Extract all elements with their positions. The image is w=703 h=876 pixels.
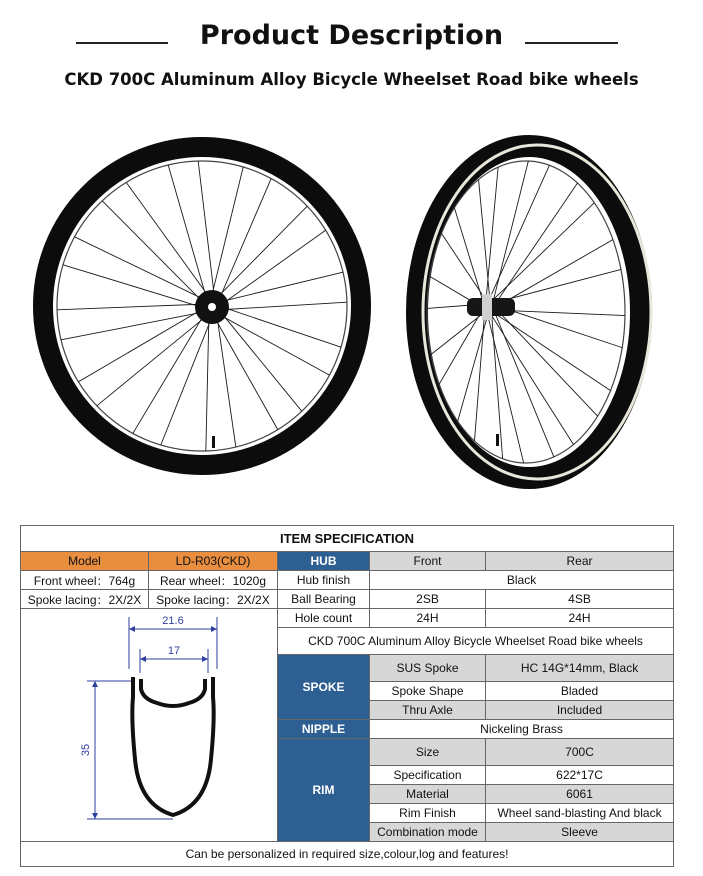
rim-size-label: Size (370, 739, 486, 766)
rear-wheel-weight: Rear wheel：1020g (149, 571, 278, 590)
front-wheel-weight: Front wheel：764g (21, 571, 149, 590)
rim-profile-diagram (23, 609, 278, 841)
rim-outer-width: 21.6 (162, 615, 184, 627)
hub-finish-label: Hub finish (278, 571, 370, 590)
combination-mode-label: Combination mode (370, 823, 486, 842)
product-name: CKD 700C Aluminum Alloy Bicycle Wheelset Road bike wheels (278, 628, 674, 655)
rim-depth: 35 (80, 743, 92, 757)
rim-profile-diagram-cell (21, 609, 278, 842)
hole-count-front: 24H (370, 609, 486, 628)
front-wheel (43, 147, 361, 465)
hub-col-front: Front (370, 552, 486, 571)
hub-col-rear: Rear (486, 552, 674, 571)
thru-axle-value: Included (486, 701, 674, 720)
rim-material-value: 6061 (486, 785, 674, 804)
spoke (439, 307, 484, 384)
spoke (218, 305, 341, 347)
rim-size-value: 700C (486, 739, 674, 766)
ball-bearing-rear: 4SB (486, 590, 674, 609)
spoke (479, 179, 490, 301)
sus-spoke-value: HC 14G*14mm, Black (486, 655, 674, 682)
page-subtitle: CKD 700C Aluminum Alloy Bicycle Wheelset Road bike wheels (64, 70, 639, 89)
nipple-label: NIPPLE (278, 720, 370, 739)
thru-axle-label: Thru Axle (370, 701, 486, 720)
page-title: Product Description (199, 20, 504, 51)
spoke (206, 312, 209, 451)
front-hub-center (208, 303, 216, 311)
spoke (215, 312, 329, 375)
rim-inner-width: 17 (167, 645, 181, 657)
spoke (488, 165, 549, 301)
sus-spoke-label: SUS Spoke (370, 655, 486, 682)
spoke (486, 167, 498, 303)
spoke (212, 313, 278, 430)
hub-label: HUB (278, 552, 370, 571)
rim-finish-label: Rim Finish (370, 804, 486, 823)
spoke (61, 311, 208, 340)
model-value: LD-R03(CKD) (149, 552, 278, 571)
spoke-lacing-front: Spoke lacing：2X/2X (21, 590, 149, 609)
spoke (474, 310, 484, 441)
ball-bearing-front: 2SB (370, 590, 486, 609)
spoke (126, 182, 212, 301)
rim-label: RIM (278, 739, 370, 842)
spoke (216, 272, 343, 303)
hub-finish-value: Black (370, 571, 674, 590)
combination-mode-value: Sleeve (486, 823, 674, 842)
spoke (487, 312, 524, 463)
spec-table (20, 525, 674, 867)
front-valve (212, 436, 215, 448)
rear-tire (417, 146, 641, 478)
hole-count-rear: 24H (486, 609, 674, 628)
spoke (441, 233, 487, 301)
spoke (102, 201, 206, 306)
rim-profile-shape (132, 677, 213, 815)
spoke-shape-label: Spoke Shape (370, 682, 486, 701)
rear-valve (496, 434, 499, 446)
rear-rim-inner-edge (427, 161, 625, 463)
spoke-label: SPOKE (278, 655, 370, 720)
spoke (490, 313, 573, 445)
rim-specification-label: Specification (370, 766, 486, 785)
spoke (57, 304, 207, 310)
spec-title: ITEM SPECIFICATION (21, 526, 674, 552)
spoke (168, 165, 208, 303)
nipple-value: Nickeling Brass (370, 720, 674, 739)
rear-cassette (482, 294, 492, 320)
spoke (218, 309, 302, 412)
spoke (198, 161, 215, 302)
spoke (161, 313, 214, 445)
footer-note: Can be personalized in required size,colour,log and features! (21, 842, 674, 867)
spoke (63, 265, 206, 309)
spoke (78, 307, 206, 382)
spoke-lacing-rear: Spoke lacing：2X/2X (149, 590, 278, 609)
rear-spokes (427, 161, 625, 463)
hole-count-label: Hole count (278, 609, 370, 628)
spoke (458, 313, 489, 421)
rear-wheel (417, 145, 651, 479)
wheelset-photo (0, 110, 703, 490)
rim-finish-value: Wheel sand-blasting And black (486, 804, 674, 823)
spoke (496, 240, 613, 307)
spoke (217, 302, 347, 310)
spoke (494, 269, 621, 302)
rim-material-label: Material (370, 785, 486, 804)
spoke (216, 311, 236, 447)
spoke-shape-value: Bladed (486, 682, 674, 701)
ball-bearing-label: Ball Bearing (278, 590, 370, 609)
rim-specification-value: 622*17C (486, 766, 674, 785)
spoke (97, 313, 211, 406)
model-label: Model (21, 552, 149, 571)
